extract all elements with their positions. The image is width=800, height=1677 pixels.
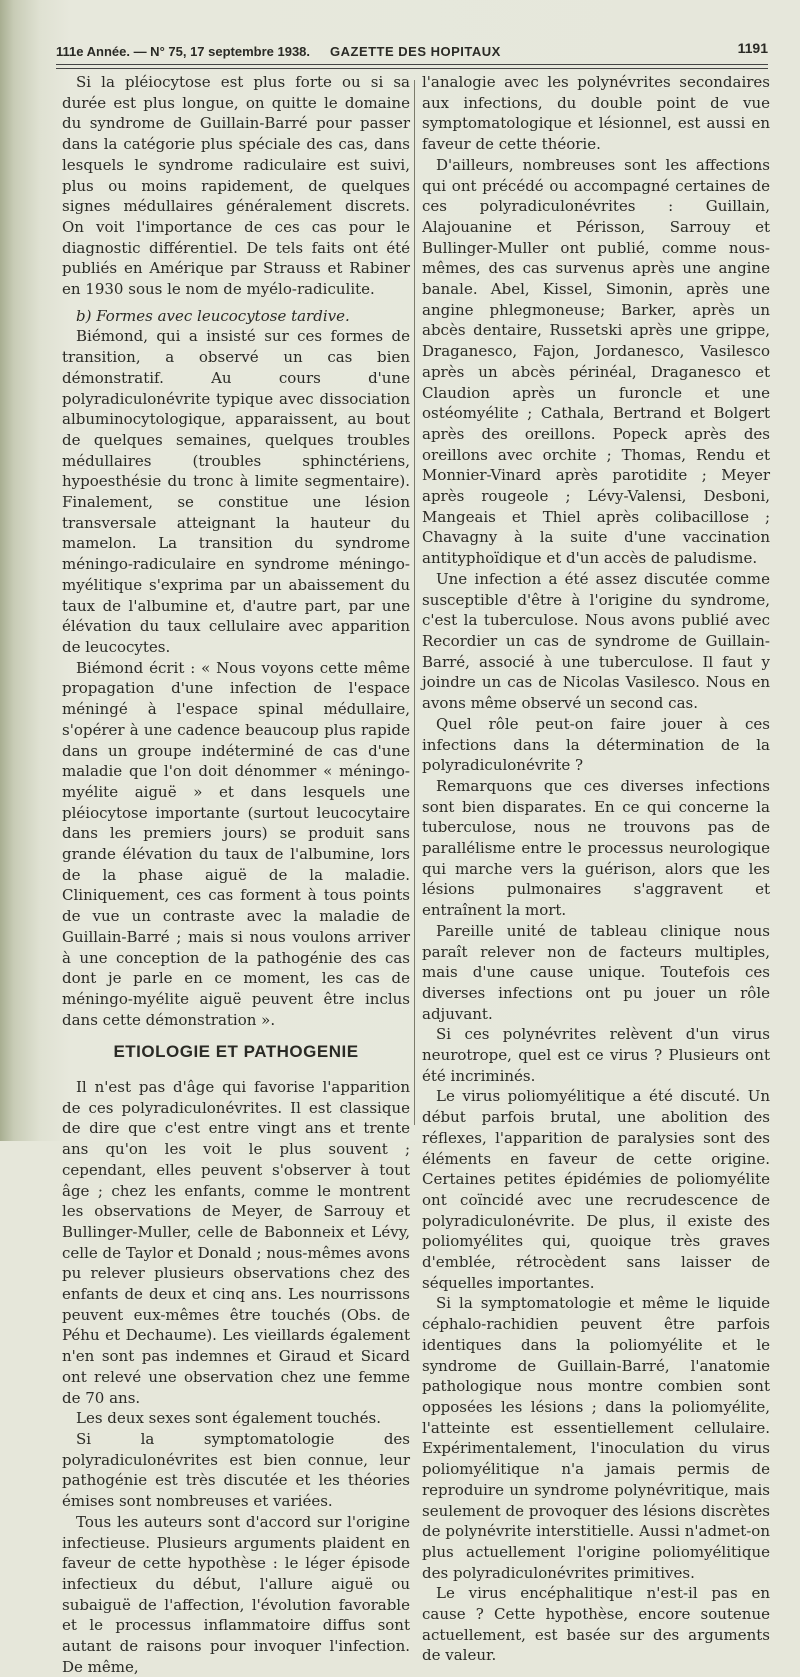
issue-line: 111e Année. — N° 75, 17 septembre 1938. (56, 44, 311, 59)
paragraph: Pareille unité de tableau clinique nous paraît relever non de facteurs multiples, mais d'une cause unique. Toutefois ces diverses infections ont pu jouer un rôle adjuvant. (422, 921, 770, 1023)
paragraph: Le virus encéphalitique n'est-il pas en cause ? Cette hypothèse, encore soutenue actuellement, est basée sur des arguments de valeur. (422, 1584, 770, 1665)
paragraph: Quel rôle peut-on faire jouer à ces infections dans la détermination de la polyradiculonévrite ? (422, 714, 770, 775)
section-heading: ETIOLOGIE ET PATHOGENIE (113, 1042, 359, 1062)
paragraph: Si la symptomatologie et même le liquide céphalo-rachidien peuvent être parfois identiques dans la poliomyélite et le syndrome de Guillain-Barré, l'anatomie pathologique nous montre combien sont opposées les lésions ; dans la poliomyélite, l'atteinte est essentiellement cellulaire. Expérimentalement, l'inoculation du virus poliomyélitique n'a jamais permis de reproduire un syndrome polynévritique, mais seulement de provoquer des lésions discrètes de polynévrite interstitielle. Aussi n'admet-on plus actuellement l'origine poliomyélitique des polyradiculonévrites primitives. (422, 1294, 770, 1582)
column-separator (414, 80, 415, 1125)
paragraph: Biémond, qui a insisté sur ces formes de transition, a observé un cas bien démonstratif. Au cours d'une polyradiculonévrite typique avec dissociation albuminocytologique, apparaissent, au bout de quelques semaines, quelques troubles médullaires (troubles sphinctériens, hypoesthésie du tronc à limite segmentaire). Finalement, se constitue une lésion transversale atteignant la hauteur du mamelon. La transition du syndrome méningo-radiculaire en syndrome méningo-myélitique s'exprima par un abaissement du taux de l'albumine et, d'autre part, par une élévation du taux cellulaire avec apparition de leucocytes. (62, 327, 410, 656)
paragraph: Tous les auteurs sont d'accord sur l'origine infectieuse. Plusieurs arguments plaident en faveur de cette hypothèse : le léger épisode infectieux du début, l'allure aiguë ou subaiguë de l'affection, l'évolution favorable et le processus inflammatoire diffus sont autant de raisons pour invoquer l'infection. De même, (62, 1512, 410, 1676)
paragraph: Remarquons que ces diverses infections sont bien disparates. En ce qui concerne la tuberculose, nous ne trouvons pas de parallélisme entre le processus neurologique qui marche vers la guérison, alors que les lésions pulmonaires s'aggravent et entraînent la mort. (422, 776, 770, 920)
page-number: 1191 (737, 40, 768, 56)
paragraph: Biémond écrit : « Nous voyons cette même propagation d'une infection de l'espace méningé à l'espace spinal médullaire, s'opérer à une cadence beaucoup plus rapide dans un groupe indéterminé de cas d'une maladie que l'on doit dénommer « méningo-myélite aiguë » et dans lesquels une pléiocytose importante (surtout leucocytaire dans les premiers jours) se produit sans grande élévation du taux de l'albumine, lors de la phase aiguë de la maladie. Cliniquement, ces cas forment à tous points de vue un contraste avec la maladie de Guillain-Barré ; mais si nous voulons arriver à une conception de la pathogénie des cas dont je parle en ce moment, les cas de méningo-myélite aiguë peuvent être inclus dans cette démonstration ». (62, 658, 410, 1029)
journal-title: GAZETTE DES HOPITAUX (330, 44, 501, 59)
paragraph: Si la symptomatologie des polyradiculonévrites est bien connue, leur pathogénie est très discutée et les théories émises sont nombreuses et variées. (62, 1430, 410, 1511)
paragraph: Il n'est pas d'âge qui favorise l'apparition de ces polyradiculonévrites. Il est classique de dire que c'est entre vingt ans et trente ans qu'on les voit le plus souvent ; cependant, elles peuvent s'observer à tout âge ; chez les enfants, comme le montrent les observations de Meyer, de Sarrouy et Bullinger-Muller, celle de Babonneix et Lévy, celle de Taylor et Donald ; nous-mêmes avons pu relever plusieurs observations chez des enfants de deux et cinq ans. Les nourrissons peuvent eux-mêmes être touchés (Obs. de Péhu et Dechaume). Les vieillards également n'en sont pas indemnes et Giraud et Sicard ont relevé une observation chez une femme de 70 ans. (62, 1078, 410, 1407)
paragraph: Si la pléiocytose est plus forte ou si sa durée est plus longue, on quitte le domaine du syndrome de Guillain-Barré pour passer dans la catégorie plus spéciale des cas, dans lesquels le syndrome radiculaire est suivi, plus ou moins rapidement, de quelques signes médullaires généralement discrets. On voit l'importance de ces cas pour le diagnostic différentiel. De tels faits ont été publiés en Amérique par Strauss et Rabiner en 1930 sous le nom de myélo-radiculite. (62, 73, 410, 299)
subheading: b) Formes avec leucocytose tardive. (76, 306, 350, 325)
paragraph: D'ailleurs, nombreuses sont les affections qui ont précédé ou accompagné certaines de ces polyradiculonévrites : Guillain, Alajouanine et Périsson, Sarrouy et Bullinger-Muller ont publié, comme nous-mêmes, des cas survenus après une angine banale. Abel, Kissel, Simonin, après une angine phlegmoneuse; Barker, après un abcès dentaire, Russetski après une grippe, Draganesco, Fajon, Jordanesco, Vasilesco après un abcès périnéal, Draganesco et Claudion après un furoncle et une ostéomyélite ; Cathala, Bertrand et Bolgert après des oreillons. Popeck après des oreillons avec orchite ; Thomas, Rendu et Monnier-Vinard après parotidite ; Meyer après rougeole ; Lévy-Valensi, Desboni, Mangeais et Thiel après colibacillose ; Chavagny à la suite d'une vaccination antityphoïdique et d'un accès de paludisme. (422, 155, 770, 568)
paragraph: l'analogie avec les polynévrites secondaires aux infections, du double point de vue symptomatologique et lésionnel, est aussi en faveur de cette théorie. (422, 73, 770, 154)
paragraph: Si ces polynévrites relèvent d'un virus neurotrope, quel est ce virus ? Plusieurs ont été incriminés. (422, 1025, 770, 1085)
paragraph: Les deux sexes sont également touchés. (76, 1409, 382, 1428)
header-rule-secondary (56, 68, 768, 69)
header-rule (56, 64, 768, 65)
left-column (62, 72, 410, 1677)
paragraph: Le virus poliomyélitique a été discuté. Un début parfois brutal, une abolition des réflexes, l'apparition de paralysies sont des éléments en faveur de cette origine. Certaines petites épidémies de poliomyélite ont coïncidé avec une recrudescence de polyradiculonévrite. De plus, il existe des poliomyélites qui, quoique très graves d'emblée, rétrocèdent sans laisser de séquelles importantes. (422, 1087, 770, 1292)
page-header (56, 40, 768, 66)
paragraph: Une infection a été assez discutée comme susceptible d'être à l'origine du syndrome, c'est la tuberculose. Nous avons publié avec Recordier un cas de syndrome de Guillain-Barré, associé à une tuberculose. Il faut y joindre un cas de Nicolas Vasilesco. Nous en avons même observé un second cas. (422, 569, 770, 713)
article-body (54, 72, 770, 1676)
right-column (422, 72, 770, 1666)
